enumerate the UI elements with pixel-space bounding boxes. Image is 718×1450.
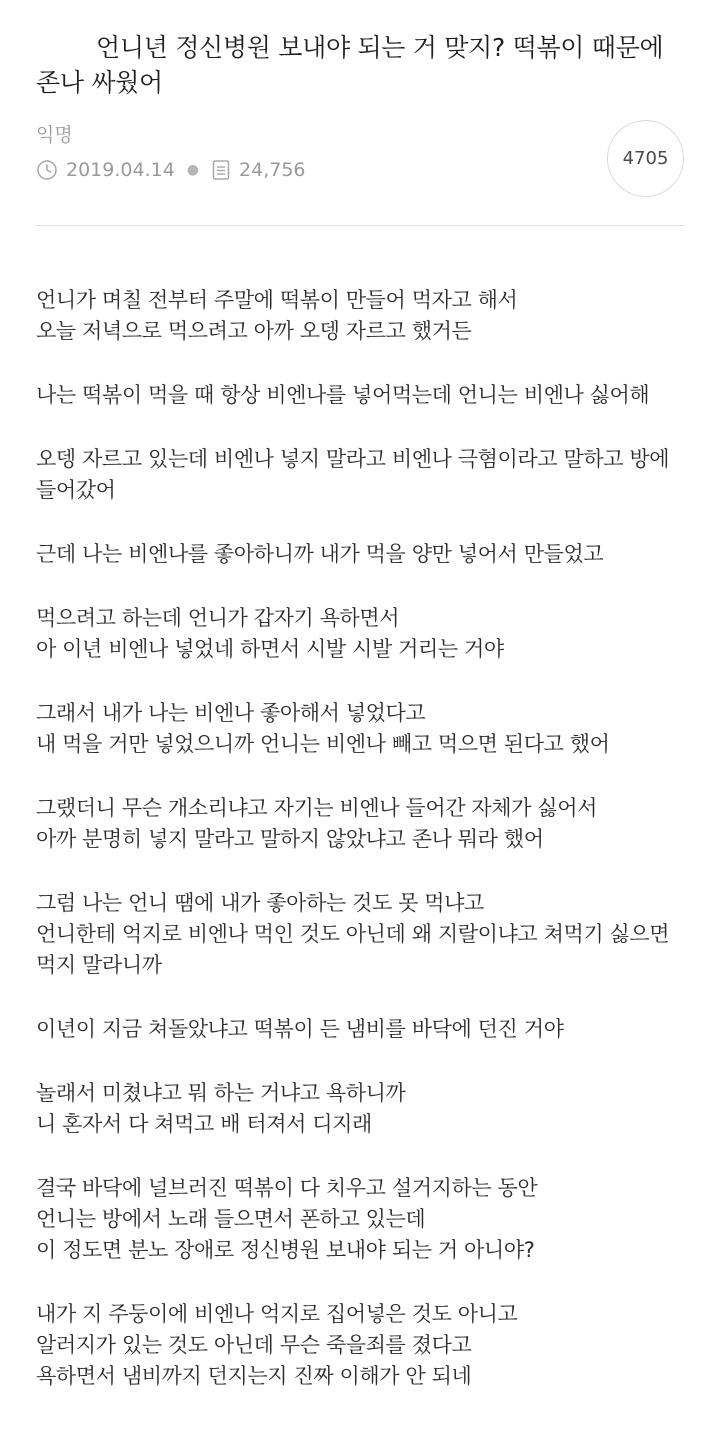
- body-line: 결국 바닥에 널브러진 떡볶이 다 치우고 설거지하는 동안: [36, 1176, 538, 1200]
- body-line: 이 정도면 분노 장애로 정신병원 보내야 되는 거 아니야?: [36, 1238, 535, 1262]
- body-paragraph: [36, 603, 696, 665]
- body-line: 오늘 저녁으로 먹으려고 아까 오뎅 자르고 했거든: [36, 319, 472, 343]
- body-paragraph: [36, 793, 696, 855]
- body-paragraph: [36, 380, 696, 411]
- body-paragraph: [36, 1299, 696, 1392]
- body-line: 나는 떡볶이 먹을 때 항상 비엔나를 넣어먹는데 언니는 비엔나 싫어해: [36, 383, 650, 407]
- body-line: 그럼 나는 언니 땜에 내가 좋아하는 것도 못 먹냐고: [36, 891, 484, 915]
- body-line: 그래서 내가 나는 비엔나 좋아해서 넣었다고: [36, 701, 426, 725]
- body-line: 아 이년 비엔나 넣었네 하면서 시발 시발 거리는 거야: [36, 637, 504, 661]
- body-line: 오뎅 자르고 있는데 비엔나 넣지 말라고 비엔나 극혐이라고 말하고 방에: [36, 447, 670, 471]
- body-paragraph: [36, 698, 696, 760]
- body-line: 먹지 말라니까: [36, 953, 162, 977]
- body-line: 욕하면서 냄비까지 던지는지 진짜 이해가 안 되네: [36, 1364, 472, 1388]
- body-line: 먹으려고 하는데 언니가 갑자기 욕하면서: [36, 606, 400, 630]
- body-line: 그랬더니 무슨 개소리냐고 자기는 비엔나 들어간 자체가 싫어서: [36, 796, 597, 820]
- body-paragraph: [36, 444, 696, 506]
- view-count: 24,756: [239, 159, 306, 181]
- post-meta: [36, 0, 684, 230]
- body-line: 내가 지 주둥이에 비엔나 억지로 집어넣은 것도 아니고: [36, 1302, 518, 1326]
- body-line: 언니한테 억지로 비엔나 먹인 것도 아닌데 왜 지랄이냐고 쳐먹기 싫으면: [36, 922, 670, 946]
- body-line: 내 먹을 거만 넣었으니까 언니는 비엔나 빼고 먹으면 된다고 했어: [36, 732, 610, 756]
- document-icon: [211, 159, 231, 181]
- body-paragraph: [36, 1173, 696, 1266]
- body-paragraph: [36, 1078, 696, 1140]
- meta-row: [36, 155, 306, 185]
- body-line: 근데 나는 비엔나를 좋아하니까 내가 먹을 양만 넣어서 만들었고: [36, 542, 604, 566]
- post-body: [36, 285, 696, 1425]
- body-line: 니 혼자서 다 쳐먹고 배 터져서 디지래: [36, 1112, 372, 1136]
- body-paragraph: [36, 285, 696, 347]
- body-paragraph: [36, 1014, 696, 1045]
- body-line: 들어갔어: [36, 478, 116, 502]
- meta-separator-dot: ●: [186, 162, 200, 178]
- body-line: 아까 분명히 넣지 말라고 말하지 않았냐고 존나 뭐라 했어: [36, 827, 544, 851]
- clock-icon: [36, 159, 58, 181]
- post-date: 2019.04.14: [66, 159, 175, 181]
- body-paragraph: [36, 888, 696, 981]
- body-paragraph: [36, 539, 696, 570]
- body-line: 언니가 며칠 전부터 주말에 떡볶이 만들어 먹자고 해서: [36, 288, 518, 312]
- post-title-text: 언니년 정신병원 보내야 되는 거 맞지? 떡볶이 때문에 존나 싸웠어: [36, 33, 664, 97]
- body-line: 이년이 지금 쳐돌았냐고 떡볶이 든 냄비를 바닥에 던진 거야: [36, 1017, 564, 1041]
- author-name: 익명: [36, 124, 73, 146]
- body-line: 알러지가 있는 것도 아닌데 무슨 죽을죄를 졌다고: [36, 1333, 472, 1357]
- body-line: 놀래서 미쳤냐고 뭐 하는 거냐고 욕하니까: [36, 1081, 406, 1105]
- comment-count-button[interactable]: 4705: [607, 120, 684, 197]
- header-divider: [36, 225, 684, 226]
- body-line: 언니는 방에서 노래 들으면서 폰하고 있는데: [36, 1207, 426, 1231]
